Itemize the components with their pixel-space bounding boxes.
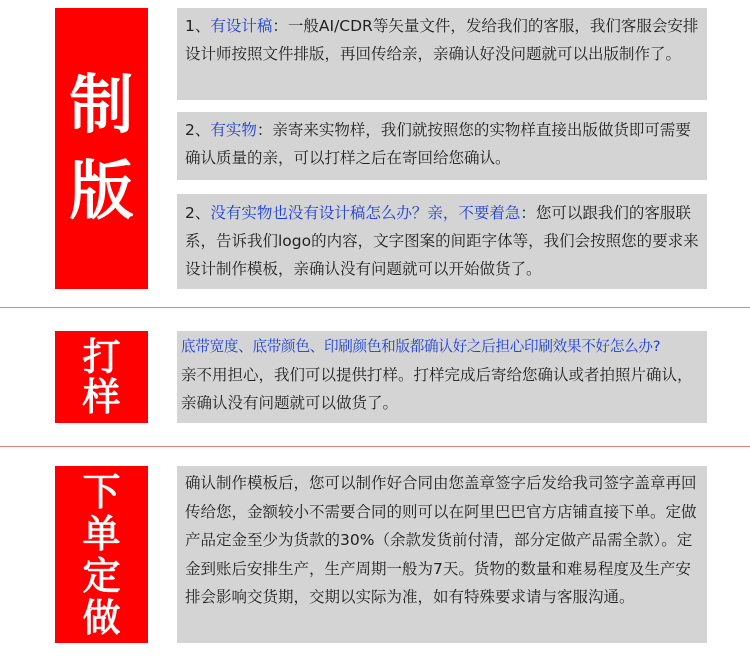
section-label-text: 样 — [82, 375, 121, 419]
info-box-no-sample — [177, 194, 707, 289]
section-label-zhiban — [55, 8, 148, 289]
item-highlight: 有设计稿 — [210, 17, 273, 35]
item-body: 亲寄来实物样，我们就按照您的实物样直接出版做货即可需要确认质量的亲，可以打样之后在寄回给您确认。 — [185, 121, 691, 167]
section-label-xiadan-dingzuo — [55, 466, 148, 643]
item-body: 您可以跟我们的客服联系，告诉我们logo的内容，文字图案的间距字体等，我们会按照您的要求来设计制作模板，亲确认没有问题就可以开始做货了。 — [185, 204, 699, 278]
info-box-ordering — [177, 466, 707, 643]
section-label-text: 单 — [82, 511, 121, 556]
section-divider — [0, 446, 750, 447]
item-prefix: 1、 — [185, 17, 211, 35]
info-box-physical-sample — [177, 112, 707, 180]
section-label-dayang — [55, 331, 148, 423]
proofing-question: 底带宽度、底带颜色、印刷颜色和版都确认好之后担心印刷效果不好怎么办? — [181, 338, 661, 355]
info-box-design-file — [177, 8, 707, 100]
item-prefix: 2、 — [185, 121, 211, 139]
item-highlight: 没有实物也没有设计稿怎么办？亲，不要着急 — [210, 204, 521, 222]
item-colon: ： — [272, 17, 288, 35]
section-label-text: 下 — [82, 469, 121, 514]
section-divider — [0, 307, 750, 308]
section-label-text: 制版 — [69, 68, 134, 229]
item-highlight: 有实物 — [210, 121, 257, 139]
info-box-proofing — [177, 331, 707, 423]
ordering-body: 确认制作模板后，您可以制作好合同由您盖章签字后发给我司签字盖章再回传给您，金额较小不需要合同的则可以在阿里巴巴官方店铺直接下单。定做产品定金至少为货款的30%（余款发货前付清，部分定做产品需全款）。定金到账后安排生产，生产周期一般为7天。货物的数量和难易程度及生产安排会影响交货期，交期以实际为准，如有特殊要求请与客服沟通。 — [185, 474, 697, 606]
item-colon: ： — [256, 121, 273, 139]
section-label-text: 做 — [82, 595, 121, 640]
item-colon: ： — [520, 204, 536, 222]
section-label-text: 打 — [82, 335, 121, 379]
proofing-answer: 亲不用担心，我们可以提供打样。打样完成后寄给您确认或者拍照片确认，亲确认没有问题就可以做货了。 — [181, 366, 693, 412]
section-label-text: 定 — [82, 553, 121, 598]
item-body: 一般AI/CDR等矢量文件，发给我们的客服，我们客服会安排设计师按照文件排版，再回传给亲，亲确认好没问题就可以出版制作了。 — [185, 17, 699, 63]
item-prefix: 2、 — [185, 204, 211, 222]
